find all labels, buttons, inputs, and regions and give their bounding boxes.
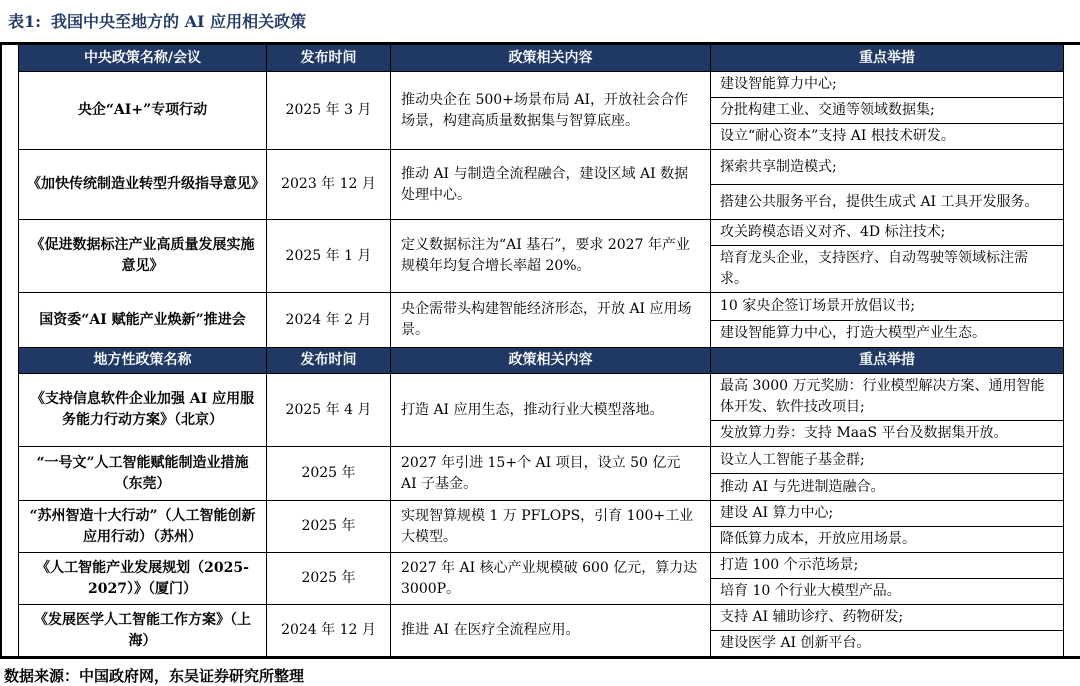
table-row xyxy=(19,500,1063,552)
publish-date-cell: 2024 年 12 月 xyxy=(266,605,390,656)
policy-content-cell: 推进 AI 在医疗全流程应用。 xyxy=(390,605,710,656)
policy-table xyxy=(18,45,1064,656)
measure-item: 降低算力成本，开放应用场景。 xyxy=(711,526,1063,552)
policy-name-cell: 《加快传统制造业转型升级指导意见》 xyxy=(27,176,265,192)
table-header-row xyxy=(19,45,1063,71)
policy-content-cell: 定义数据标注为“AI 基石”，要求 2027 年产业规模年均复合增长率超 20%。 xyxy=(390,220,710,292)
key-measures-cell xyxy=(710,605,1063,656)
policy-name-cell: 国资委“AI 赋能产业焕新”推进会 xyxy=(39,311,246,328)
table-title xyxy=(0,0,1080,42)
publish-date-cell: 2024 年 2 月 xyxy=(266,293,390,347)
measure-item: 培育龙头企业，支持医疗、自动驾驶等领域标注需求。 xyxy=(711,245,1063,292)
measure-item: 最高 3000 万元奖励：行业模型解决方案、通用智能体开发、软件技改项目; xyxy=(720,378,1045,415)
measure-item: 推动 AI 与先进制造融合。 xyxy=(711,473,1063,500)
key-measures-cell xyxy=(710,447,1063,500)
table-row xyxy=(19,446,1063,500)
measure-item: 分批构建工业、交通等领域数据集; xyxy=(711,97,1063,123)
policy-content-cell: 央企需带头构建智能经济形态，开放 AI 应用场景。 xyxy=(390,293,710,347)
measure-item: 探索共享制造模式; xyxy=(720,158,837,175)
measure-item: 支持 AI 辅助诊疗、药物研发; xyxy=(720,609,904,625)
key-measures-cell xyxy=(710,501,1063,552)
column-header: 重点举措 xyxy=(710,45,1063,71)
key-measures-cell xyxy=(710,553,1063,604)
column-header: 重点举措 xyxy=(710,348,1063,373)
column-header: 地方性政策名称 xyxy=(93,352,192,368)
column-header: 政策相关内容 xyxy=(390,45,710,71)
measure-item: 设立“耐心资本”支持 AI 根技术研发。 xyxy=(711,123,1063,149)
measure-item: 搭建公共服务平台，提供生成式 AI 工具开发服务。 xyxy=(711,184,1063,219)
measure-item: 打造 100 个示范场景; xyxy=(720,557,859,573)
key-measures-cell xyxy=(710,220,1063,292)
table-row xyxy=(19,292,1063,347)
policy-content-cell: 打造 AI 应用生态，推动行业大模型落地。 xyxy=(390,374,710,446)
policy-name-cell: “一号文”人工智能赋能制造业措施（东莞） xyxy=(36,454,249,492)
column-header: 发布时间 xyxy=(266,45,390,71)
data-source-note: 数据来源：中国政府网，东吴证券研究所整理 xyxy=(4,667,305,685)
key-measures-cell xyxy=(710,374,1063,446)
table-frame xyxy=(0,42,1080,659)
measure-item: 设立人工智能子基金群; xyxy=(720,451,865,468)
table-row xyxy=(19,373,1063,446)
key-measures-cell xyxy=(710,150,1063,219)
publish-date-cell: 2025 年 1 月 xyxy=(266,220,390,292)
table-row xyxy=(19,149,1063,219)
measure-item: 发放算力券：支持 MaaS 平台及数据集开放。 xyxy=(711,420,1063,446)
measure-item: 10 家央企签订场景开放倡议书; xyxy=(720,297,915,314)
table-title-text: 我国中央至地方的 AI 应用相关政策 xyxy=(51,12,307,31)
publish-date-cell: 2023 年 12 月 xyxy=(266,150,390,219)
table-row xyxy=(19,71,1063,149)
measure-item: 培育 10 个行业大模型产品。 xyxy=(711,578,1063,604)
policy-name-cell: 《人工智能产业发展规划（2025-2027）》（厦门） xyxy=(36,559,249,597)
measure-item: 建设 AI 算力中心; xyxy=(720,505,834,521)
key-measures-cell xyxy=(710,293,1063,347)
measure-item: 建设智能算力中心; xyxy=(720,76,837,92)
publish-date-cell: 2025 年 4 月 xyxy=(266,374,390,446)
policy-name-cell: 央企“AI+”专项行动 xyxy=(77,102,208,118)
column-header: 发布时间 xyxy=(266,348,390,373)
policy-name-cell: 《发展医学人工智能工作方案》（上海） xyxy=(34,611,251,649)
table-row xyxy=(19,219,1063,292)
policy-name-cell: 《促进数据标注产业高质量发展实施意见》 xyxy=(30,237,255,274)
publish-date-cell: 2025 年 xyxy=(266,501,390,552)
measure-item: 攻关跨模态语义对齐、4D 标注技术; xyxy=(720,224,946,240)
policy-content-cell: 2027 年 AI 核心产业规模破 600 亿元，算力达 3000P。 xyxy=(390,553,710,604)
column-header: 中央政策名称/会议 xyxy=(83,49,202,66)
measure-item: 建设医学 AI 创新平台。 xyxy=(711,630,1063,656)
table-row xyxy=(19,552,1063,604)
policy-content-cell: 推动 AI 与制造全流程融合，建设区域 AI 数据处理中心。 xyxy=(390,150,710,219)
publish-date-cell: 2025 年 3 月 xyxy=(266,72,390,149)
publish-date-cell: 2025 年 xyxy=(266,447,390,500)
table-row xyxy=(19,604,1063,656)
table-number: 表1: xyxy=(8,12,42,31)
policy-content-cell: 2027 年引进 15+个 AI 项目，设立 50 亿元 AI 子基金。 xyxy=(390,447,710,500)
key-measures-cell xyxy=(710,72,1063,149)
table-header-row xyxy=(19,347,1063,373)
policy-name-cell: 《支持信息软件企业加强 AI 应用服务能力行动方案》（北京） xyxy=(30,391,255,428)
column-header: 政策相关内容 xyxy=(390,348,710,373)
policy-content-cell: 实现智算规模 1 万 PFLOPS，引育 100+工业大模型。 xyxy=(390,501,710,552)
measure-item: 建设智能算力中心，打造大模型产业生态。 xyxy=(711,320,1063,348)
policy-content-cell: 推动央企在 500+场景布局 AI，开放社会合作场景，构建高质量数据集与智算底座。 xyxy=(390,72,710,149)
publish-date-cell: 2025 年 xyxy=(266,553,390,604)
policy-name-cell: “苏州智造十大行动”（人工智能创新应用行动）（苏州） xyxy=(29,507,256,545)
